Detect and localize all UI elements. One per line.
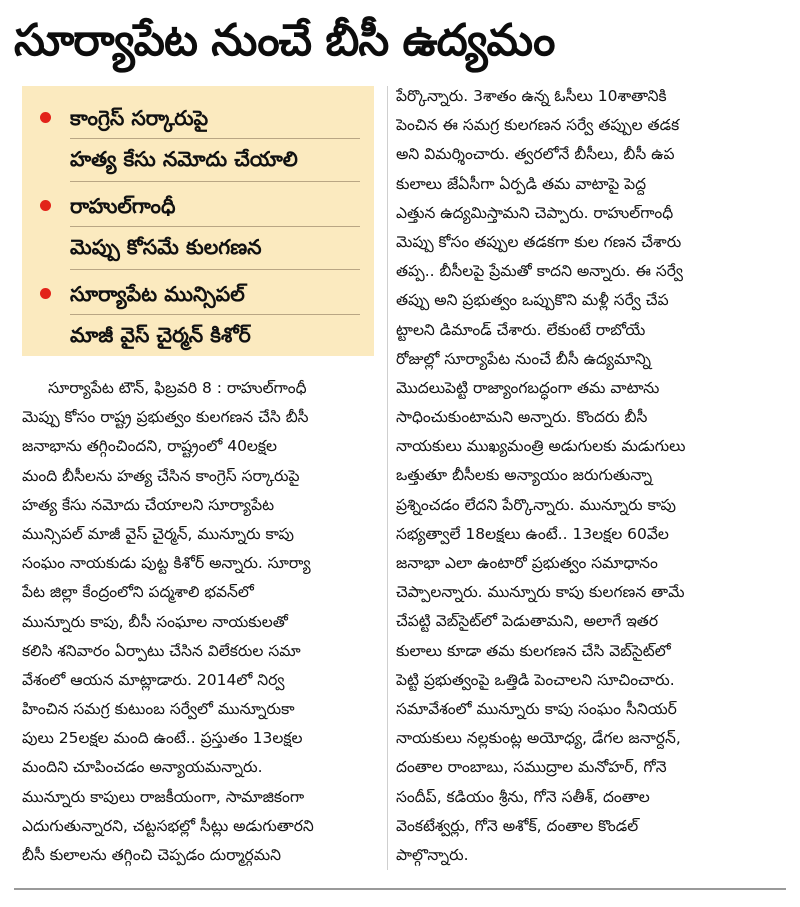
article-line: పులు 25లక్షల మంది ఉంటే.. ప్రస్తుతం 13లక్షల bbox=[22, 729, 303, 748]
article-line: కులాలు జేఏసీగా ఏర్పడి తమ వాటాపై పెద్ద bbox=[396, 174, 647, 193]
highlight-point bbox=[36, 186, 360, 267]
article-line: సందీప్, కడియం శ్రీను, గోనె సతీశ్, దంతాల bbox=[396, 787, 650, 806]
column-divider bbox=[387, 86, 388, 870]
highlight-line: మాజీ వైస్ చైర్మన్ కిశోర్ bbox=[70, 323, 251, 347]
highlight-line: హత్య కేసు నమోదు చేయాలి bbox=[70, 147, 298, 171]
article-line: మెప్పు కోసం రాష్ట్ర ప్రభుత్వం కులగణన చేసి బీసీ bbox=[22, 408, 309, 427]
article-line: పేర్కొన్నారు. 3శాతం ఉన్న ఓసీలు 10శాతానికి bbox=[396, 87, 667, 105]
article-line: అని విమర్శించారు. త్వరలోనే బీసీలు, బీసీ ఉప bbox=[396, 145, 675, 164]
article-line: మంది బీసీలను హత్య చేసిన కాంగ్రెస్ సర్కారుపై bbox=[22, 466, 300, 485]
article-line: నాయకులు ముఖ్యమంత్రి అడుగులకు మడుగులు bbox=[396, 437, 686, 456]
article-line: పాల్గొన్నారు. bbox=[396, 845, 469, 864]
red-bullet-icon bbox=[40, 112, 51, 123]
article-line: పేట జిల్లా కేంద్రంలోని పద్మశాలి భవన్‌లో bbox=[22, 583, 254, 602]
article-line: మొదలుపెట్టి రాజ్యాంగబద్ధంగా తమ వాటాను bbox=[396, 378, 660, 397]
article-line: సభ్యత్వాలే 18లక్షలు ఉంటే.. 13లక్షల 60వేల bbox=[396, 524, 669, 543]
article-right-column bbox=[396, 82, 774, 870]
article-line: హించిన సమగ్ర కుటుంబ సర్వేలో మున్నూరుకా bbox=[22, 700, 295, 719]
article-line: మున్నూరు కాపులు రాజకీయంగా, సామాజికంగా bbox=[22, 787, 305, 806]
article-line: పెంచిన ఈ సమగ్ర కులగణన సర్వే తప్పుల తడక bbox=[396, 116, 680, 135]
article-line: ట్టాలని డిమాండ్ చేశారు. లేకుంటే రాబోయే bbox=[396, 320, 646, 339]
article-line: సాధించుకుంటామని అన్నారు. కొందరు బీసీ bbox=[396, 408, 648, 427]
article-line: చేపట్టి వెబ్‌సైట్‌లో పెడుతామని, అలాగే ఇతర bbox=[396, 612, 659, 631]
article-line: హత్య కేసు నమోదు చేయాలని సూర్యాపేట bbox=[22, 495, 275, 514]
article-left-column bbox=[22, 374, 378, 870]
article-line: మందిని చూపించడం అన్యాయమన్నారు. bbox=[22, 758, 263, 777]
article-line: మున్నూరు కాపు, బీసీ సంఘాల నాయకులతో bbox=[22, 612, 288, 631]
article-line: మున్సిపల్ మాజీ వైస్ చైర్మన్, మున్నూరు కాపు bbox=[22, 524, 294, 543]
article-line: జనాభాను తగ్గించిందని, రాష్ట్రంలో 40లక్షల bbox=[22, 437, 278, 456]
article-line: సంఘం నాయకుడు పుట్ట కిశోర్ అన్నారు. సూర్యా bbox=[22, 554, 311, 573]
article-line: సమావేశంలో మున్నూరు కాపు సంఘం సీనియర్ bbox=[396, 699, 677, 718]
highlight-line: మెప్పు కోసమే కులగణన bbox=[70, 235, 262, 259]
article-line: సూర్యాపేట టౌన్, ఫిబ్రవరి 8 : రాహుల్‌గాంధీ bbox=[48, 379, 307, 397]
article-line: తప్పు అని ప్రభుత్వం ఒప్పుకొని మళ్లీ సర్వే చేప bbox=[396, 291, 669, 310]
article-line: ఎదుగుతున్నారని, చట్టసభల్లో సీట్లు అడుగుతారని bbox=[22, 816, 314, 835]
article-line: ఒత్తుతూ బీసీలకు అన్యాయం జరుగుతున్నా bbox=[396, 466, 653, 485]
article-line: రోజుల్లో సూర్యాపేట నుంచే బీసీ ఉద్యమాన్ని bbox=[396, 349, 652, 368]
red-bullet-icon bbox=[40, 288, 51, 299]
highlight-point bbox=[36, 98, 360, 179]
article-line: మెప్పు కోసం తప్పుల తడకగా కుల గణన చేశారు bbox=[396, 232, 682, 251]
headline: సూర్యాపేట నుంచే బీసీ ఉద్యమం bbox=[14, 15, 555, 66]
article-line: దంతాల రాంబాబు, సముద్రాల మనోహర్, గోనె bbox=[396, 758, 667, 777]
highlight-line: రాహుల్‌గాంధీ bbox=[70, 186, 360, 227]
bottom-rule bbox=[14, 888, 786, 890]
red-bullet-icon bbox=[40, 200, 51, 211]
highlight-point bbox=[36, 274, 360, 355]
article-line: కలిసి శనివారం ఏర్పాటు చేసిన విలేకరుల సమా bbox=[22, 641, 301, 660]
highlight-line: సూర్యాపేట మున్సిపల్ bbox=[70, 274, 360, 315]
article-line: ప్రశ్నించడం లేదని పేర్కొన్నారు. మున్నూరు కాపు bbox=[396, 495, 677, 514]
article-line: చెప్పాలన్నారు. మున్నూరు కాపు కులగణన తామే bbox=[396, 583, 685, 602]
article-line: బీసీ కులాలను తగ్గించి చెప్పడం దుర్మార్గమని bbox=[22, 846, 282, 864]
article-line: జనాభా ఎలా ఉంటారో ప్రభుత్వం సమాధానం bbox=[396, 554, 658, 572]
article-line: కులాలు కూడా తమ కులగణన చేసి వెబ్‌సైట్‌లో bbox=[396, 641, 671, 660]
highlight-line: కాంగ్రెస్ సర్కారుపై bbox=[70, 98, 360, 139]
article-line: నాయకులు నల్లకుంట్ల అయోధ్య, డేగల జనార్దన్, bbox=[396, 729, 681, 748]
article-line: వేశంలో ఆయన మాట్లాడారు. 2014లో నిర్వ bbox=[22, 670, 285, 689]
highlight-divider bbox=[70, 181, 360, 182]
highlight-box bbox=[22, 86, 374, 356]
article-line: పెట్టి ప్రభుత్వంపై ఒత్తిడి పెంచాలని సూచించారు. bbox=[396, 670, 675, 689]
article-line: తప్ప.. బీసీలపై ప్రేమతో కాదని అన్నారు. ఈ సర్వే bbox=[396, 262, 683, 281]
article-line: వెంకటేశ్వర్లు, గోనె అశోక్, దంతాల కొండల్ bbox=[396, 816, 639, 835]
highlight-divider bbox=[70, 269, 360, 270]
article-line: ఎత్తున ఉద్యమిస్తామని చెప్పారు. రాహుల్‌గాంధీ bbox=[396, 203, 674, 222]
